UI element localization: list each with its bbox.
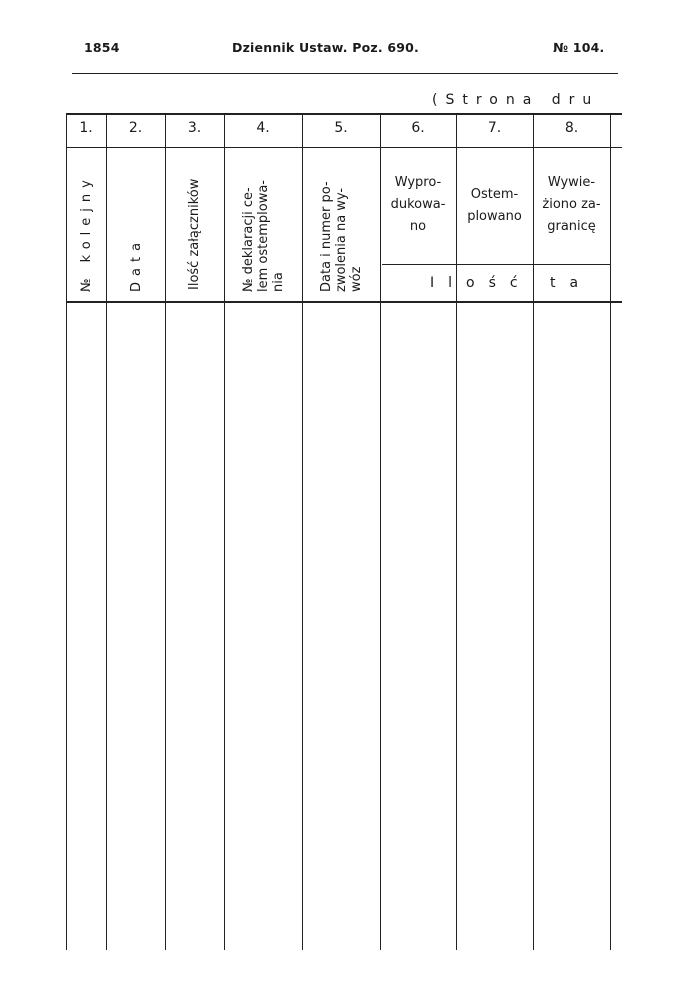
group-header-rule	[382, 264, 610, 265]
header-line: no	[409, 219, 427, 234]
column-number: 6.	[411, 120, 425, 136]
issue-number: № 104.	[553, 40, 605, 55]
column-number: 1.	[79, 120, 93, 136]
header-line: granicę	[547, 219, 596, 234]
header-line: wóz	[349, 266, 364, 292]
column-divider	[224, 113, 225, 950]
header-line: plowano	[467, 209, 522, 224]
header-exported	[533, 172, 610, 238]
journal-title: Dziennik Ustaw. Poz. 690.	[232, 40, 419, 55]
column-divider	[165, 113, 166, 950]
column-number: 2.	[128, 120, 143, 136]
column-divider	[380, 113, 381, 950]
header-date: Data	[129, 236, 144, 292]
column-number: 3.	[187, 120, 202, 136]
header-line: № deklaracji ce-	[241, 187, 256, 292]
column-divider	[533, 113, 534, 950]
column-divider	[610, 113, 611, 950]
header-serial-number: № kolejny	[79, 174, 94, 292]
header-attachments: Ilość załączników	[187, 178, 202, 290]
header-bottom-rule	[66, 301, 622, 303]
column-divider	[302, 113, 303, 950]
header-line: Wypro-	[394, 175, 442, 190]
header-line: żiono za-	[542, 197, 601, 212]
column-number: 5.	[334, 120, 348, 136]
column-number: 8.	[564, 120, 579, 136]
continuation-note: (Strona dru	[432, 92, 600, 108]
column-number: 4.	[256, 120, 270, 136]
group-label-quantity: Ilość ta	[430, 275, 593, 291]
page-number: 1854	[84, 40, 120, 55]
header-line: zwolenia na wy-	[334, 187, 349, 292]
header-line: nia	[271, 272, 286, 292]
header-produced	[380, 172, 456, 238]
table-top-rule	[66, 113, 622, 115]
header-line: Wywie-	[547, 175, 596, 190]
column-divider	[106, 113, 107, 950]
header-stamped	[456, 184, 533, 228]
column-divider	[456, 113, 457, 950]
number-row-rule	[66, 147, 622, 148]
header-line: Ostem-	[470, 187, 519, 202]
header-line: dukowa-	[390, 197, 446, 212]
header-rule	[72, 73, 618, 74]
header-line: Data i numer po-	[319, 181, 334, 292]
column-number: 7.	[487, 120, 502, 136]
column-divider	[66, 113, 67, 950]
header-line: lem ostemplowa-	[256, 180, 271, 292]
